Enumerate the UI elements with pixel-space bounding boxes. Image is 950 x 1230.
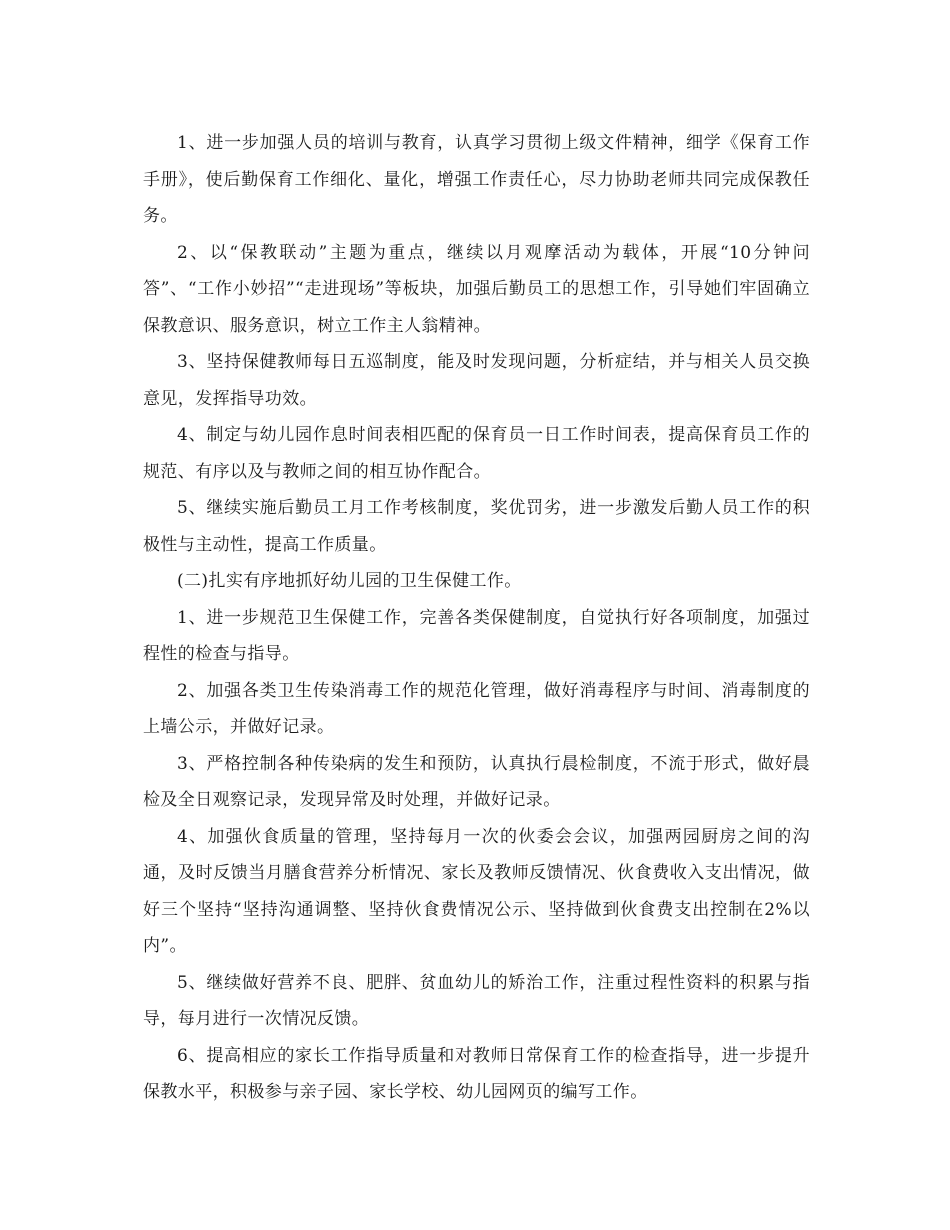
- paragraph-care-education-linkage: 2、以“保教联动”主题为重点，继续以月观摩活动为载体，开展“10分钟问答”、“工作小妙招”“走进现场”等板块，加强后勤员工的思想工作，引导她们牢固确立保教意识、服务意识，树立工作主人翁精神。: [143, 242, 810, 336]
- paragraph-disease-prevention: 3、严格控制各种传染病的发生和预防，认真执行晨检制度，不流于形式，做好晨检及全日观察记录，发现异常及时处理，并做好记录。: [143, 753, 810, 810]
- paragraph-staff-training: 1、进一步加强人员的培训与教育，认真学习贯彻上级文件精神，细学《保育工作手册》，使后勤保育工作细化、量化，增强工作责任心，尽力协助老师共同完成保教任务。: [143, 133, 810, 226]
- paragraph-nutrition: 5、继续做好营养不良、肥胖、贫血幼儿的矫治工作，注重过程性资料的积累与指导，每月进行一次情况反馈。: [143, 972, 810, 1029]
- section-heading-health-care: (二)扎实有序地抓好幼儿园的卫生保健工作。: [177, 571, 522, 591]
- paragraph-food-quality: 4、加强伙食质量的管理，坚持每月一次的伙委会会议，加强两园厨房之间的沟通，及时反馈当月膳食营养分析情况、家长及教师反馈情况、伙食费收入支出情况，做好三个坚持“坚持沟通调整、坚持伙食费情况公示、坚持做到伙食费支出控制在2%以内”。: [143, 826, 810, 956]
- paragraph-assessment-system: 5、继续实施后勤员工月工作考核制度，奖优罚劣，进一步激发后勤人员工作的积极性与主动性，提高工作质量。: [143, 498, 810, 555]
- paragraph-health-regulations: 1、进一步规范卫生保健工作，完善各类保健制度，自觉执行好各项制度，加强过程性的检查与指导。: [143, 607, 810, 664]
- paragraph-disinfection: 2、加强各类卫生传染消毒工作的规范化管理，做好消毒程序与时间、消毒制度的上墙公示，并做好记录。: [143, 680, 810, 737]
- paragraph-work-schedule: 4、制定与幼儿园作息时间表相匹配的保育员一日工作时间表，提高保育员工作的规范、有序以及与教师之间的相互协作配合。: [143, 425, 810, 482]
- paragraph-parent-guidance: 6、提高相应的家长工作指导质量和对教师日常保育工作的检查指导，进一步提升保教水平，积极参与亲子园、家长学校、幼儿园网页的编写工作。: [143, 1045, 810, 1102]
- paragraph-daily-inspection: 3、坚持保健教师每日五巡制度，能及时发现问题，分析症结，并与相关人员交换意见，发挥指导功效。: [143, 352, 810, 409]
